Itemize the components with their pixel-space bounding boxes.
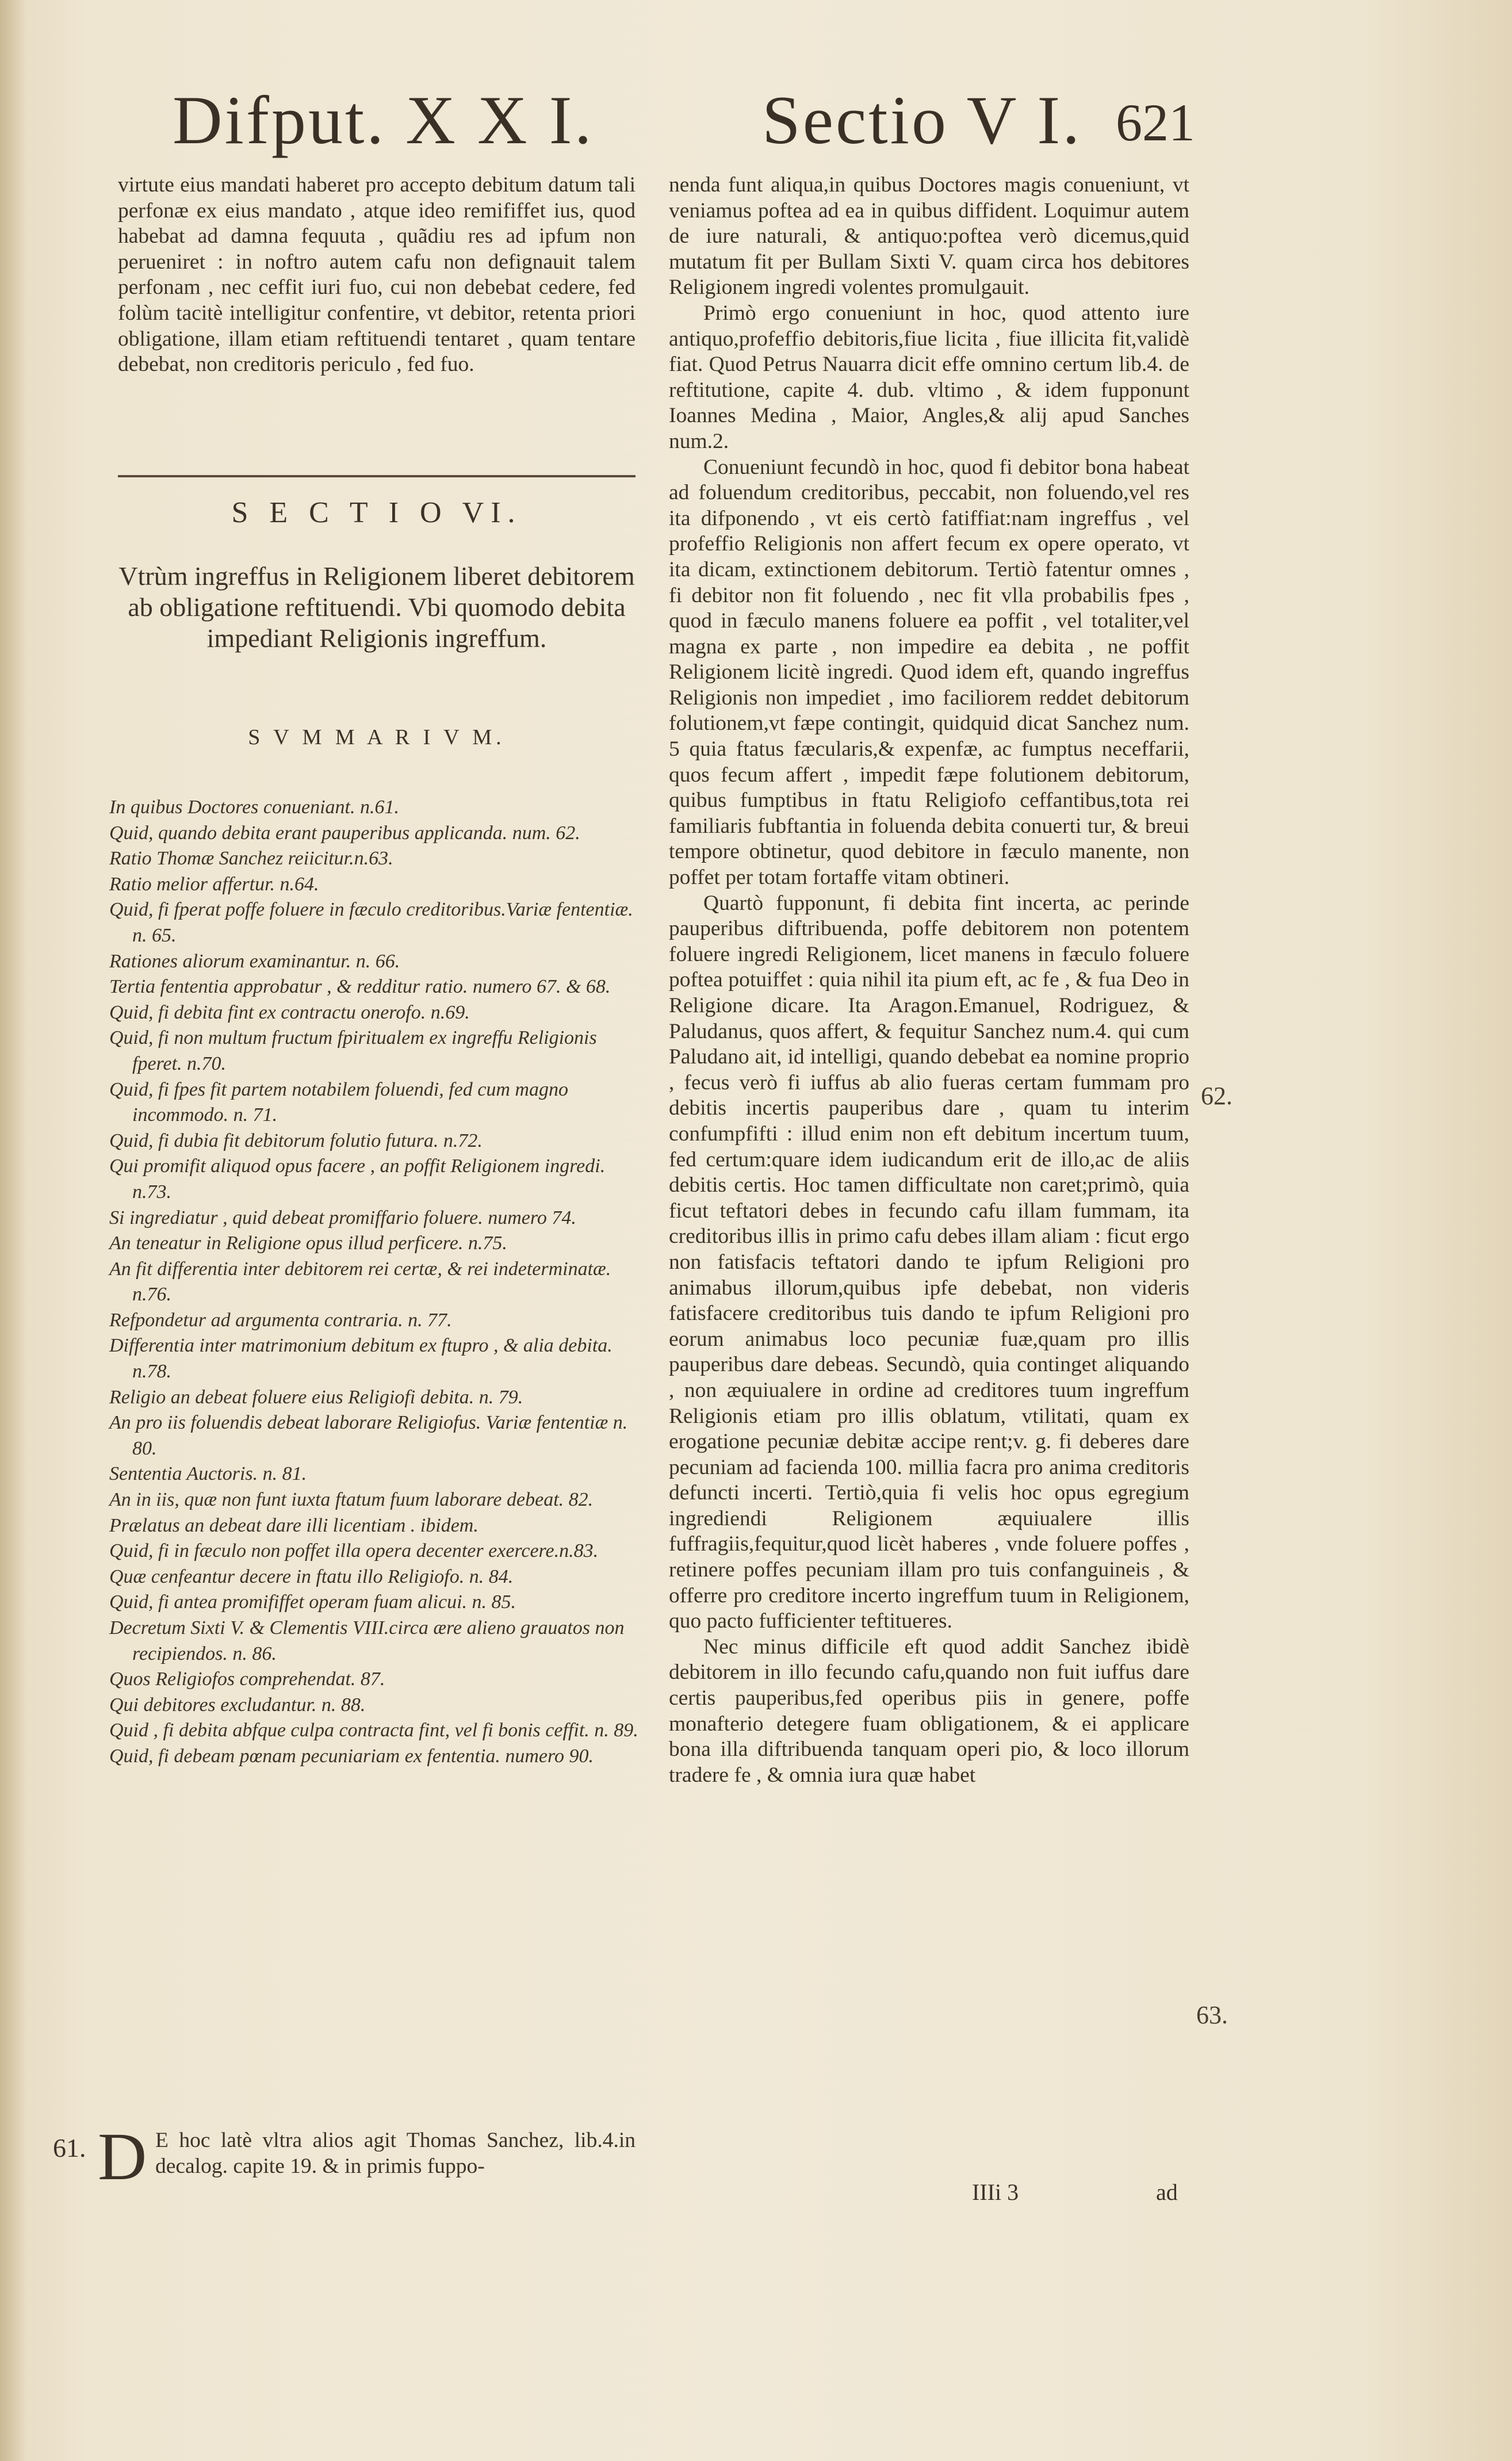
right-paragraph: Nec minus difficile eft quod addit Sanchez ibidè debitorem in illo fecundo cafu,quando non fuit iuffus dare certis pauperibus,fed operibus piis in genere, poffe monafterio detegere fuam obligationem, & ei applicare bona illa diftribuenda tanquam operi pio, & loco illorum tradere fe , & omnia iura quæ habet [669,1635,1189,1787]
summary-heading: S V M M A R I V M. [248,725,506,749]
summary-item: Sententia Auctoris. n. 81. [109,1463,307,1485]
summary-item: Quæ cenfeantur decere in ftatu illo Religiofo. n. 84. [109,1566,514,1587]
catchword: ad [1156,2179,1178,2205]
summary-item: Quos Religiofos comprehendat. 87. [109,1668,385,1690]
summary-item: Prælatus an debeat dare illi licentiam . ibidem. [109,1514,479,1536]
right-paragraph: Primò ergo conueniunt in hoc, quod attento iure antiquo,profeffio debitoris,fiue licita , fiue illicita fit,validè fiat. Quod Petrus Nauarra dicit effe omnino certum lib.4. de reftitutione, capite 4. dub. vltimo , & idem fupponunt Ioannes Medina , Maior, Angles,& alij apud Sanches num.2. [669,301,1189,453]
summary-item: Quid , fi debita abfque culpa contracta fint, vel fi bonis ceffit. n. 89. [109,1720,638,1742]
summary-item: Quid, fi debeam pœnam pecuniariam ex fententia. numero 90. [109,1745,594,1767]
margin-number-61: 61. [53,2133,86,2163]
summary-item: Si ingrediatur , quid debeat promiffario foluere. numero 74. [109,1207,576,1228]
summary-item: Quid, quando debita erant pauperibus applicanda. num. 62. [109,822,580,844]
summary-item: Ratio melior affertur. n.64. [109,873,319,895]
summary-item: Quid, fi dubia fit debitorum folutio futura. n.72. [109,1130,483,1151]
right-paragraph: Conueniunt fecundò in hoc, quod fi debitor bona habeat ad foluendum creditoribus, peccabit, non foluendo,vel res ita difponendo , vt eis certò fatiffiat:nam ingreffus , vel profeffio Religionis non affert fecum ex opere operato, vt ita dicam, extinctionem debitorum. Tertiò fatentur omnes , fi debitor non fit foluendo , nec fit vlla probabilis fpes , quod in fæculo manens foluere ea poffit , vel totaliter,vel magna ex parte , non impedire ea debita , ne poffit Religionem licitè ingredi. Quod idem eft, quando ingreffus Religionis non impediet , imo faciliorem reddet debitorum folutionem,vt fæpe contingit, quidquid dicat Sanchez num. 5 quia ftatus fæcularis,& expenfæ, ac fumptus neceffarii, quos fecum affert , impedit fæpe folutionem debitorum, quibus fumptibus in ftatu Religiofo ceffantibus,tota rei familiaris fubftantia in foluenda debita conuerti tur, & breui tempore obtinetur, quod debitore in fæculo manente, non poffet per totam fortaffe vitam obtineri. [669,455,1189,890]
drop-capital: D [98,2119,147,2194]
summary-item: Differentia inter matrimonium debitum ex ftupro , & alia debita. n.78. [109,1335,613,1383]
summary-item: An fit differentia inter debitorem rei certæ, & rei indeterminatæ. n.76. [109,1258,611,1306]
summary-item: An in iis, quæ non funt iuxta ftatum fuum laborare debeat. 82. [109,1489,594,1511]
section-title: Vtrùm ingreffus in Religionem liberet debitorem ab obligatione reftituendi. Vbi quomodo debita impediant Religionis ingreffum. [118,561,635,653]
binding-shadow [0,0,26,2461]
summary-item: Rationes aliorum examinantur. n. 66. [109,950,400,972]
right-paragraph: Quartò fupponunt, fi debita fint incerta, ac perinde pauperibus diftribuenda, poffe debitorem non potentem foluere ingredi Religionem, licet manens in fæculo foluere poftea potuiffet : quia nihil ita pium eft, ac fe , & fua Deo in Religione dicare. Ita Aragon.Emanuel, Rodriguez, & Paludanus, quos affert, & fequitur Sanchez num.4. qui cum Paludano ait, id intelligi, quando debebat ea nomine proprio , fecus verò fi iuffus ab alio fueras certam fummam pro debitis incertis pauperibus dare , quam tu interim confumpfifti : illud enim non eft debitum incertum tuum, fed certum:quare idem iudicandum erit de illo,ac de aliis debitis certis. Hoc tamen difficultate non caret;primò, quia ficut teftatori debes in fecundo cafu illam fummam, ita creditoribus illis in primo cafu debes illam aliam : ficut ergo non fatisfacis teftatori dando te ipfum Religioni pro animabus illorum,quibus ipfe debebat, non videris fatisfacere creditoribus tuis dando te ipfum Religioni pro eorum animabus loco pecuniæ fuæ,quam pro illis pauperibus dare debeas. Secundò, quia continget aliquando , non æquiualere in ordine ad creditores tuum ingreffum Religionis etiam pro illis oblatum, vtilitati, quam ex erogatione pecuniæ debitæ accipe rent;v. g. fi deberes dare pecuniam ad facienda 100. millia facra pro anima creditoris defuncti incerti. Tertiò,quia fi velis hoc opus egregium ingrediendi Religionem æquiualere illis fuffragiis,fequitur,quod licèt haberes , vnde foluere poffes , retinere poffes pecuniam illam pro tuis confanguineis , & offerre pro creditore incerto ingreffum tuum in Religionem, quo pacto fufficienter teftitueres. [669,891,1189,1633]
section-divider [118,475,636,477]
page-number: 621 [1116,93,1195,152]
summary-item: Tertia fententia approbatur , & redditur ratio. numero 67. & 68. [109,976,611,998]
summary-item: Qui promifit aliquod opus facere , an poffit Religionem ingredi. n.73. [109,1155,606,1203]
section-opening-text: E hoc latè vltra alios agit Thomas Sanchez, lib.4.in decalog. capite 19. & in primis fuppo- [155,2129,636,2178]
summary-item: Quid, fi non multum fructum fpiritualem ex ingreffu Religionis fperet. n.70. [109,1027,597,1074]
right-column [669,173,1189,1788]
left-paragraph: virtute eius mandati haberet pro accepto debitum datum tali perfonæ ex eius mandato , atque ideo remififfet ius, quod habebat ad damna fequuta , quãdiu res ad ipfum non perueniret : in noftro autem cafu non defignauit talem perfonam , nec ceffit iuri fuo, cui non debebat cedere, fed folùm tacitè intelligitur confentire, vt debitor, retenta priori obligatione, illam etiam reftituendi tentaret , quam tentare debebat, non creditoris periculo , fed fuo. [118,173,636,377]
margin-number-62: 62. [1201,1082,1232,1110]
section-heading: S E C T I O VI. [231,496,522,529]
summary-item: An teneatur in Religione opus illud perficere. n.75. [109,1233,507,1254]
summary-item: Qui debitores excludantur. n. 88. [109,1694,366,1716]
signature-mark: IIIi 3 [972,2179,1019,2205]
summary-item: In quibus Doctores conueniant. n.61. [109,797,399,818]
summary-item: Quid, fi debita fint ex contractu onerofo. n.69. [109,1001,470,1023]
header-section: Sectio V I. [762,82,1082,158]
summary-item: An pro iis foluendis debeat laborare Religiofus. Variæ fententiæ n. 80. [109,1412,628,1459]
running-header [0,81,1512,167]
summary-item: Quid, fi fperat poffe foluere in fæculo creditoribus.Variæ fententiæ. n. 65. [109,899,633,946]
summary-item: Refpondetur ad argumenta contraria. n. 77. [109,1309,452,1331]
margin-number-63: 63. [1196,2001,1228,2029]
summary-item: Ratio Thomæ Sanchez reiicitur.n.63. [109,848,393,870]
summary-list [109,795,638,1770]
summary-item: Religio an debeat foluere eius Religiofi debita. n. 79. [109,1386,523,1408]
summary-item: Quid, fi in fæculo non poffet illa opera decenter exercere.n.83. [109,1540,599,1562]
right-paragraph: nenda funt aliqua,in quibus Doctores magis conueniunt, vt veniamus poftea ad ea in quibus diffident. Loquimur autem de iure naturali, & antiquo:poftea verò dicemus,quid mutatum fit per Bullam Sixti V. quam circa hos debitores Religionem ingredi volentes promulgauit. [669,173,1189,300]
left-column-top [118,173,636,378]
summary-item: Quid, fi fpes fit partem notabilem foluendi, fed cum magno incommodo. n. 71. [109,1078,568,1126]
header-disputation: Difput. X X I. [173,82,594,158]
summary-item: Decretum Sixti V. & Clementis VIII.circa ære alieno grauatos non recipiendos. n. 86. [109,1617,625,1664]
summary-item: Quid, fi antea promififfet operam fuam alicui. n. 85. [109,1591,516,1613]
